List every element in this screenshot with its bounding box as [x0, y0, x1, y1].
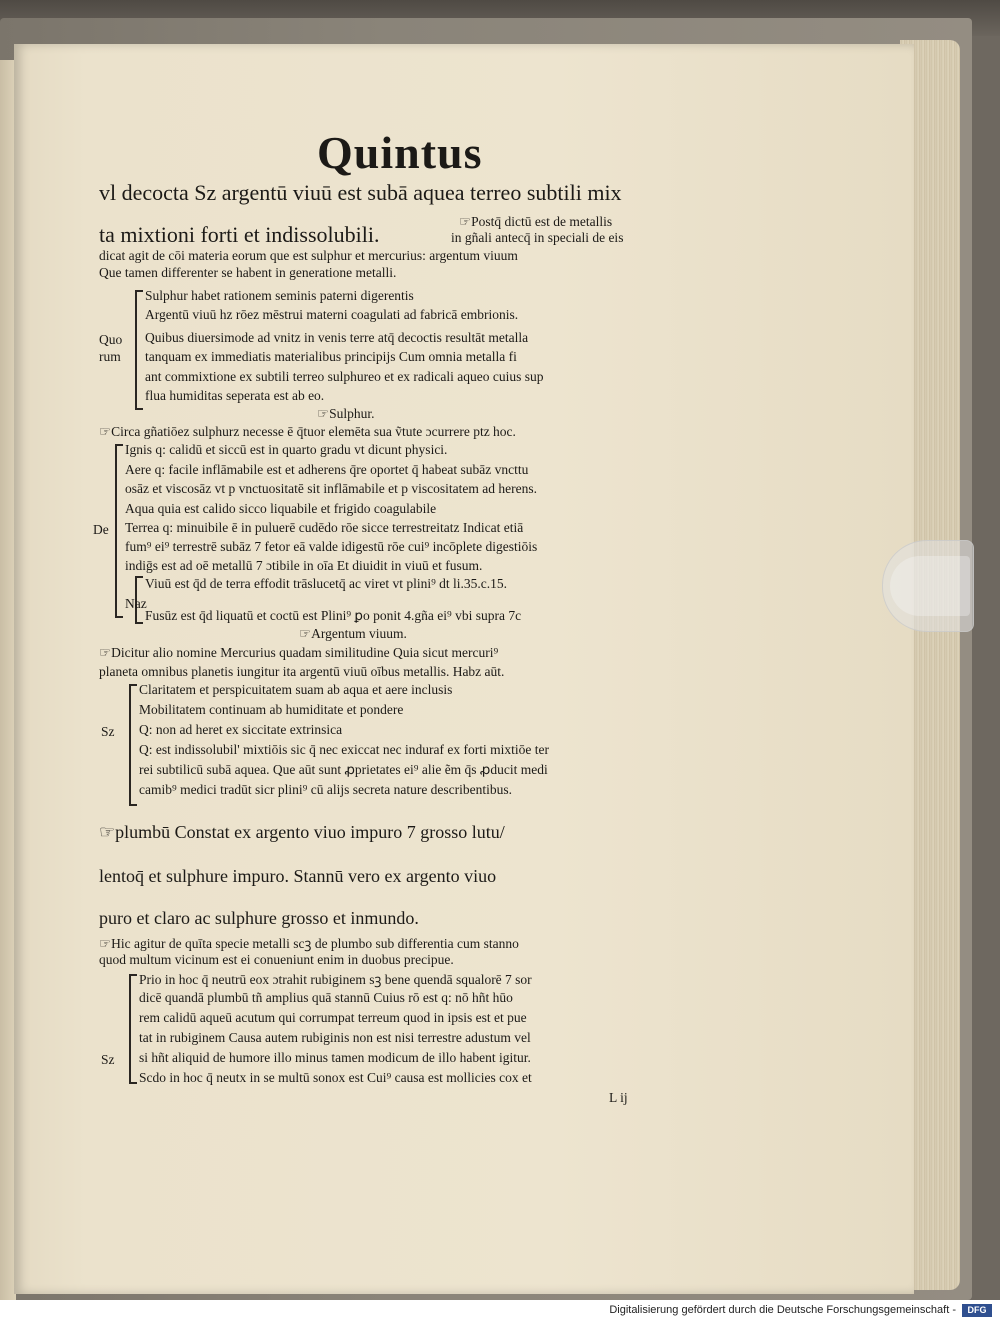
book-page [14, 44, 914, 1294]
text-line: Claritatem et perspicuitatem suam ab aqua et aere inclusis [139, 682, 453, 697]
brace [129, 974, 137, 1084]
text-line: Argentū viuū hz rōez mēstrui materni coagulati ad fabricā embrionis. [145, 307, 519, 322]
text-line: flua humiditas seperata est ab eo. [145, 388, 325, 403]
text-line: si hñt aliquid de humore illo minus tamen modicum de illo habent igitur. [139, 1050, 531, 1065]
folio-signature: L ij [609, 1090, 628, 1105]
text-line: fum⁹ ei⁹ terrestrē subāz 7 fetor eā valde idigestū rōe cui⁹ incōplete digestiōis [125, 539, 538, 554]
text-line: ☞Hic agitur de quīta specie metalli scꝫ de plumbo sub differentia cum stanno [99, 936, 519, 951]
text-line: Terrea q: minuibile ē in puluerē cudēdo rōe sicce terrestreitatz Indicat etiā [125, 520, 524, 535]
text-line: lentoq̄ et sulphure impuro. Stannū vero ex argento viuo [99, 866, 497, 886]
plastic-page-tab-highlight [890, 556, 970, 616]
brace [135, 290, 143, 410]
footer-bar [0, 1300, 1000, 1322]
text-line: quod multum vicinum est ei conueniunt enim in duobus precipue. [99, 952, 454, 967]
text-line: tanquam ex immediatis materialibus principijs Cum omnia metalla fi [145, 349, 517, 364]
side-label: rum [99, 349, 121, 364]
text-line: camib⁹ medici tradūt sicr plini⁹ cū alijs secreta nature describentibus. [139, 782, 513, 797]
text-line: Que tamen differenter se habent in generatione metalli. [99, 265, 397, 280]
text-line: ☞Dicitur alio nomine Mercurius quadam similitudine Quia sicut mercuri⁹ [99, 645, 499, 660]
text-line: ☞plumbū Constat ex argento viuo impuro 7 grosso lutu/ [99, 822, 505, 842]
text-line: Prio in hoc q̄ neutrū eox ɔtrahit rubiginem sꝫ bene quendā squalorē 7 sor [139, 972, 532, 987]
text-line: tat in rubiginem Causa autem rubiginis non est nisi terrestre adustum vel [139, 1030, 531, 1045]
text-line: Viuū est q̄d de terra effodit trāslucetq̄ ac viret vt plini⁹ dt li.35.c.15. [145, 576, 508, 591]
side-label: Naz [125, 596, 147, 611]
text-line: vl decocta Sz argentū viuū est subā aquea terreo subtili mix [99, 180, 622, 205]
dfg-logo: DFG [962, 1304, 992, 1317]
text-line: Ignis q: calidū et siccū est in quarto gradu vt dicunt physici. [125, 442, 448, 457]
text-line: dicē quandā plumbū tñ amplius quā stannū Cuius rō est q: nō hñt hūo [139, 990, 513, 1005]
side-label: Quo [99, 332, 123, 347]
text-line: ☞Postq̄ dictū est de metallis [459, 214, 613, 229]
side-label: Sz [101, 724, 115, 739]
section-heading: ☞Argentum viuum. [299, 626, 407, 641]
text-line: in gñali antecq̄ in speciali de eis [451, 230, 624, 245]
text-line: Quibus diuersimode ad vnitz in venis terre atq̄ decoctis resultāt metalla [145, 330, 529, 345]
brace [115, 444, 123, 618]
text-line: Fusūz est q̄d liquatū et coctū est Plini⁹ ꝑo ponit 4.gña ei⁹ vbi supra 7c [145, 608, 522, 623]
brace [129, 684, 137, 806]
text-line: planeta omnibus planetis iungitur ita argentū viuū oībus metallis. Habz aūt. [99, 664, 505, 679]
text-line: Q: est indissolubil' mixtiōis sic q̄ nec exiccat nec induraf ex forti mixtiōe ter [139, 742, 549, 757]
text-line: ant commixtione ex subtili terreo sulphureo et ex radicali aqueo cuius sup [145, 369, 544, 384]
text-line: Aqua quia est calido sicco liquabile et frigido coagulabile [125, 501, 437, 516]
text-line: Mobilitatem continuam ab humiditate et pondere [139, 702, 404, 717]
side-label: Sz [101, 1052, 115, 1067]
text-line: rei subtilicū subā aquea. Que aūt sunt ꝓprietates ei⁹ alie ẽm q̄s ꝓducit medi [139, 762, 548, 777]
section-heading: ☞Sulphur. [317, 406, 375, 421]
text-line: rem calidū aqueū acutum qui corrumpat terreum quod in ipsis est et pue [139, 1010, 527, 1025]
text-line: indiḡs est ad oē metallū 7 ɔtibile in oīa Et diuidit in viuū et fusum. [125, 558, 483, 573]
side-label: De [93, 522, 109, 537]
page-heading: Quintus [317, 127, 483, 178]
text-line: osāz et viscosāz vt p vnctuositatē sit inflāmabile et p viscositatem ad herens. [125, 481, 538, 496]
text-line: puro et claro ac sulphure grosso et inmundo. [99, 908, 419, 928]
text-line: ta mixtioni forti et indissolubili. [99, 222, 380, 247]
footer-credit: Digitalisierung gefördert durch die Deutsche Forschungsgemeinschaft - [609, 1304, 956, 1316]
text-line: Sulphur habet rationem seminis paterni digerentis [145, 288, 414, 303]
text-line: Q: non ad heret ex siccitate extrinsica [139, 722, 343, 737]
text-line: Aere q: facile inflāmabile est et adherens q̄re oportet q̄ habeat subāz vncttu [125, 462, 529, 477]
text-line: dicat agit de cōi materia eorum que est sulphur et mercurius: argentum viuum [99, 248, 518, 263]
text-line: Scdo in hoc q̄ neutx in se multū sonox est Cui⁹ causa est mollicies cox et [139, 1070, 532, 1085]
text-line: ☞Circa gñatiōez sulphurz necesse ē q̄tuor elemēta sua ṽtute ɔcurrere ptz hoc. [99, 424, 516, 439]
